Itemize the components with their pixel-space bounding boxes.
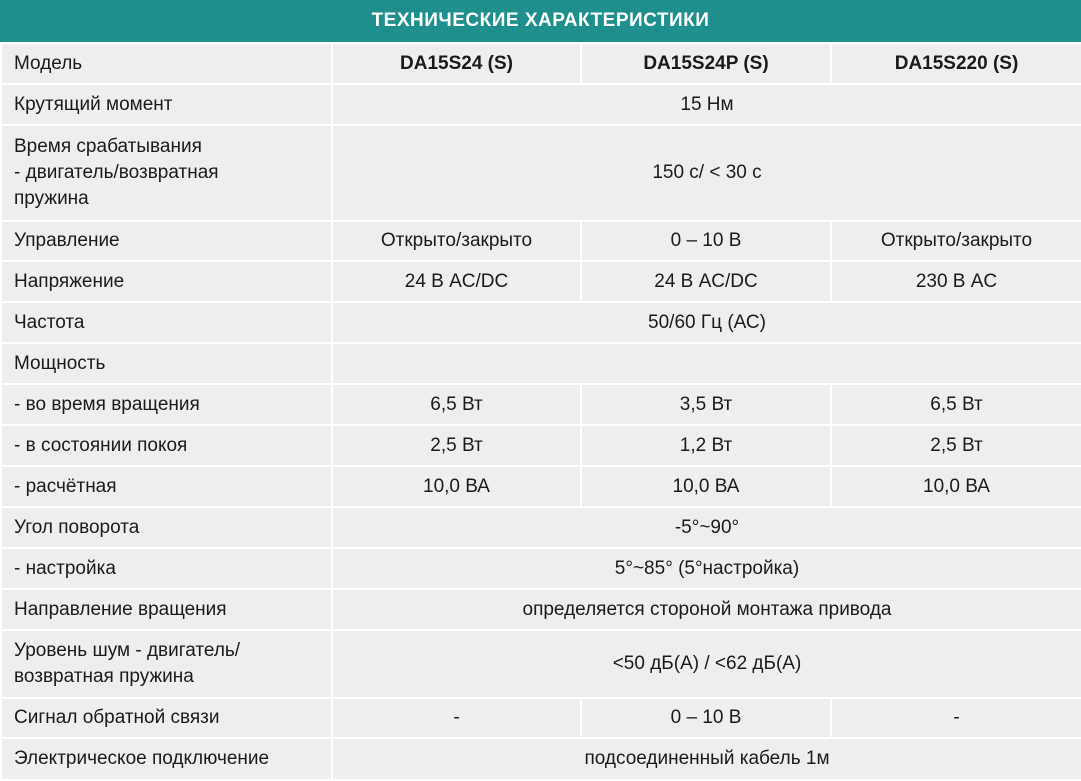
- cell-value: 1,2 Вт: [581, 425, 831, 466]
- row-label: Направление вращения: [1, 589, 332, 630]
- row-value: 50/60 Гц (АС): [332, 302, 1081, 343]
- table-row: [1, 302, 1081, 343]
- table-title: ТЕХНИЧЕСКИЕ ХАРАКТЕРИСТИКИ: [0, 0, 1081, 42]
- row-label: - расчётная: [1, 466, 332, 507]
- empty-cell: [332, 343, 1081, 384]
- row-label: [1, 125, 332, 221]
- model-name: DA15S220 (S): [831, 43, 1081, 84]
- row-label: - во время вращения: [1, 384, 332, 425]
- row-value: определяется стороной монтажа привода: [332, 589, 1081, 630]
- row-value: <50 дБ(A) / <62 дБ(A): [332, 630, 1081, 698]
- cell-value: 6,5 Вт: [332, 384, 581, 425]
- cell-value: 10,0 ВА: [332, 466, 581, 507]
- label-line: - двигатель/возвратная: [14, 162, 219, 183]
- label-line: Уровень шум - двигатель/: [14, 640, 241, 661]
- cell-value: 2,5 Вт: [332, 425, 581, 466]
- table-row: [1, 43, 1081, 84]
- row-label: Мощность: [1, 343, 332, 384]
- row-label: Электрическое подключение: [1, 738, 332, 780]
- row-value: -5°~90°: [332, 507, 1081, 548]
- model-label: Модель: [1, 43, 332, 84]
- row-label: - настройка: [1, 548, 332, 589]
- row-label: Напряжение: [1, 261, 332, 302]
- label-line: возвратная пружина: [14, 666, 194, 687]
- row-label: [1, 630, 332, 698]
- row-label: Частота: [1, 302, 332, 343]
- table-row: [1, 507, 1081, 548]
- table-row: [1, 384, 1081, 425]
- table-row: [1, 589, 1081, 630]
- cell-value: 0 – 10 В: [581, 221, 831, 261]
- cell-value: -: [332, 698, 581, 738]
- table-row: [1, 466, 1081, 507]
- row-value: 150 с/ < 30 с: [332, 125, 1081, 221]
- cell-value: 10,0 ВА: [831, 466, 1081, 507]
- row-value: подсоединенный кабель 1м: [332, 738, 1081, 780]
- label-line: Время срабатывания: [14, 136, 202, 157]
- table-row: [1, 698, 1081, 738]
- table-row: [1, 630, 1081, 698]
- row-label: Управление: [1, 221, 332, 261]
- cell-value: Открыто/закрыто: [332, 221, 581, 261]
- cell-value: 230 В AC: [831, 261, 1081, 302]
- table-row: [1, 425, 1081, 466]
- model-name: DA15S24P (S): [581, 43, 831, 84]
- table-row: [1, 343, 1081, 384]
- cell-value: Открыто/закрыто: [831, 221, 1081, 261]
- row-label: Угол поворота: [1, 507, 332, 548]
- cell-value: 24 В AC/DC: [581, 261, 831, 302]
- table-row: [1, 125, 1081, 221]
- row-label: Крутящий момент: [1, 84, 332, 125]
- cell-value: 2,5 Вт: [831, 425, 1081, 466]
- table-row: [1, 84, 1081, 125]
- row-value: 15 Нм: [332, 84, 1081, 125]
- cell-value: 24 В AC/DC: [332, 261, 581, 302]
- label-line: пружина: [14, 188, 89, 209]
- model-name: DA15S24 (S): [332, 43, 581, 84]
- row-label: Сигнал обратной связи: [1, 698, 332, 738]
- cell-value: 6,5 Вт: [831, 384, 1081, 425]
- spec-table: [0, 42, 1081, 781]
- row-value: 5°~85° (5°настройка): [332, 548, 1081, 589]
- cell-value: 10,0 ВА: [581, 466, 831, 507]
- cell-value: 3,5 Вт: [581, 384, 831, 425]
- cell-value: -: [831, 698, 1081, 738]
- row-label: - в состоянии покоя: [1, 425, 332, 466]
- table-row: [1, 738, 1081, 780]
- cell-value: 0 – 10 В: [581, 698, 831, 738]
- table-row: [1, 548, 1081, 589]
- table-row: [1, 261, 1081, 302]
- table-row: [1, 221, 1081, 261]
